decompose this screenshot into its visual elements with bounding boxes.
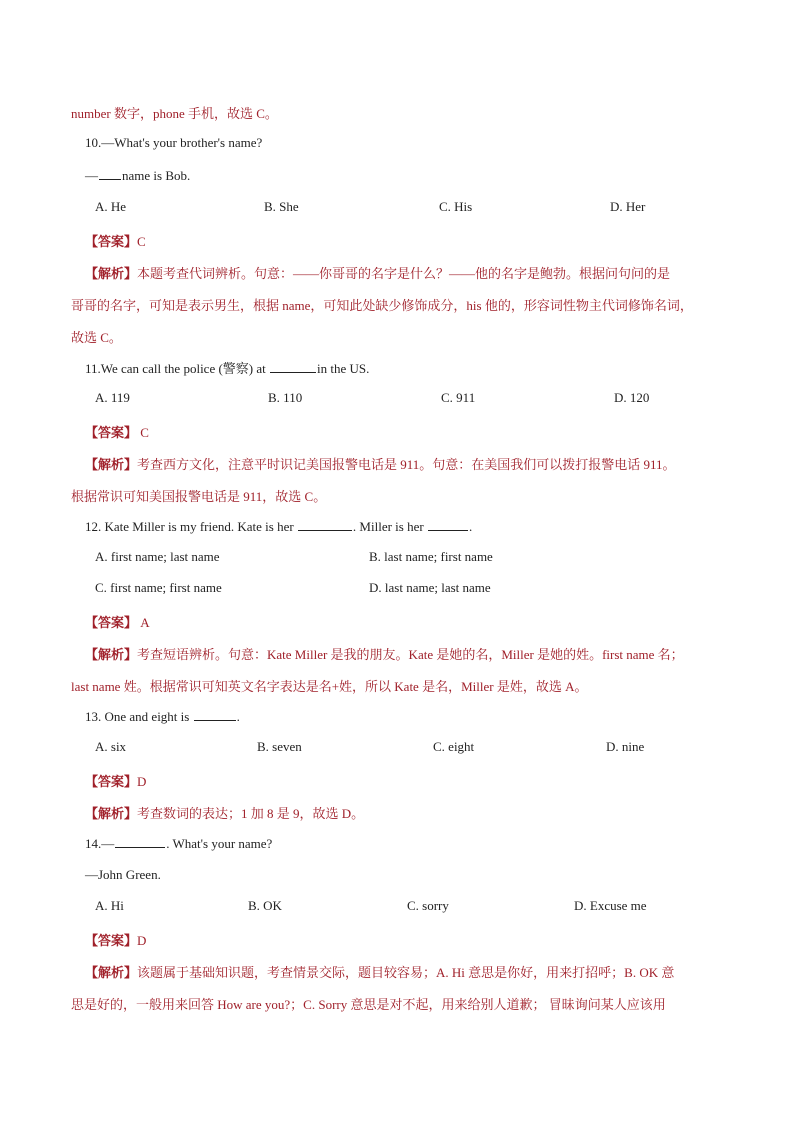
answer-12 (85, 612, 150, 631)
answer-blank (99, 167, 121, 180)
answer-label: 【答案】 (85, 615, 138, 630)
explanation-10-line1 (85, 263, 670, 282)
explanation-14-line1 (85, 962, 674, 981)
explanation-12-line1 (85, 644, 684, 663)
question-14 (85, 835, 272, 852)
option-c: C. sorry (407, 898, 449, 913)
explanation-label: 【解析】 (85, 806, 138, 821)
explanation-10-line2: 哥哥的名字，可知是表示男生，根据 name，可知此处缺少修饰成分，his 他的，形容词性物主代词修饰名词， (71, 298, 693, 313)
answer-label: 【答案】 (85, 774, 138, 789)
answer-blank (194, 708, 236, 721)
option-d: D. nine (606, 739, 645, 754)
option-c: C. 911 (441, 390, 476, 405)
question-14-reply: —John Green. (85, 867, 161, 882)
option-a: A. He (95, 199, 127, 214)
explanation-label: 【解析】 (85, 266, 138, 281)
question-10: 10.—What's your brother's name? (85, 135, 263, 150)
question-text: 13. One and eight is (85, 709, 190, 724)
explanation-label: 【解析】 (85, 965, 138, 980)
answer-value: A (140, 615, 150, 630)
answer-label: 【答案】 (85, 234, 138, 249)
option-b: B. OK (248, 898, 282, 913)
explanation-text: 考查西方文化，注意平时识记美国报警电话是 911。句意：在美国我们可以拨打报警电话 911。 (137, 457, 676, 472)
answer-blank (270, 360, 316, 373)
option-b: B. She (264, 199, 299, 214)
reply-text: name is Bob. (122, 168, 191, 183)
answer-value: C (140, 425, 149, 440)
option-c: C. first name; first name (95, 580, 222, 595)
answer-blank-2 (428, 518, 468, 531)
option-b: B. last name; first name (369, 549, 493, 564)
question-10-reply (85, 167, 190, 184)
answer-value: D (137, 774, 147, 789)
answer-value: D (137, 933, 147, 948)
dash: — (85, 168, 98, 183)
option-c: C. eight (433, 739, 475, 754)
option-d: D. Her (610, 199, 646, 214)
explanation-label: 【解析】 (85, 457, 138, 472)
answer-label: 【答案】 (85, 933, 138, 948)
question-text: 14.— (85, 836, 115, 851)
explanation-text: 本题考查代词辨析。句意：——你哥哥的名字是什么？——他的名字是鲍勃。根据问句问的是 (137, 266, 671, 281)
question-text-end: . What's your name? (166, 836, 273, 851)
explanation-13-line1 (85, 803, 364, 822)
question-text-end: . (236, 709, 240, 724)
explanation-text: 考查短语辨析。句意：Kate Miller 是我的朋友。Kate 是她的名，Miller 是她的姓。first name 名； (137, 647, 684, 662)
answer-11 (85, 422, 149, 441)
answer-blank-1 (298, 518, 352, 531)
question-13 (85, 708, 240, 725)
option-d: D. 120 (614, 390, 650, 405)
option-d: D. last name; last name (369, 580, 491, 595)
explanation-11-line2: 根据常识可知美国报警电话是 911，故选 C。 (71, 489, 327, 504)
explanation-14-line2: 思是好的，一般用来回答 How are you?；C. Sorry 意思是对不起，用来给别人道歉； 冒昧询问某人应该用 (71, 997, 666, 1012)
option-b: B. seven (257, 739, 302, 754)
answer-blank (115, 835, 165, 848)
option-a: A. Hi (95, 898, 124, 913)
answer-10 (85, 231, 146, 250)
explanation-label: 【解析】 (85, 647, 138, 662)
explanation-10-line3: 故选 C。 (71, 330, 122, 345)
option-d: D. Excuse me (574, 898, 647, 913)
answer-label: 【答案】 (85, 425, 138, 440)
question-11 (85, 358, 369, 377)
question-text-mid: . Miller is her (352, 519, 424, 534)
question-text: 11.We can call the police (警察) at (85, 361, 266, 376)
question-text-end: in the US. (317, 361, 370, 376)
explanation-text: 考查数词的表达；1 加 8 是 9，故选 D。 (137, 806, 365, 821)
option-a: A. six (95, 739, 127, 754)
answer-14 (85, 930, 146, 949)
option-a: A. 119 (95, 390, 130, 405)
option-c: C. His (439, 199, 473, 214)
explanation-12-line2: last name 姓。根据常识可知英文名字表达是名+姓，所以 Kate 是名，Miller 是姓，故选 A。 (71, 679, 588, 694)
explanation-text: 该题属于基础知识题，考查情景交际，题目较容易；A. Hi 意思是你好，用来打招呼；B. OK 意 (137, 965, 675, 980)
explanation-continuation: number 数字，phone 手机，故选 C。 (71, 106, 278, 121)
answer-value: C (137, 234, 146, 249)
question-text: 12. Kate Miller is my friend. Kate is her (85, 519, 294, 534)
explanation-11-line1 (85, 454, 676, 473)
option-b: B. 110 (268, 390, 303, 405)
answer-13 (85, 771, 146, 790)
question-12 (85, 518, 472, 535)
question-text-end: . (468, 519, 473, 534)
option-a: A. first name; last name (95, 549, 220, 564)
